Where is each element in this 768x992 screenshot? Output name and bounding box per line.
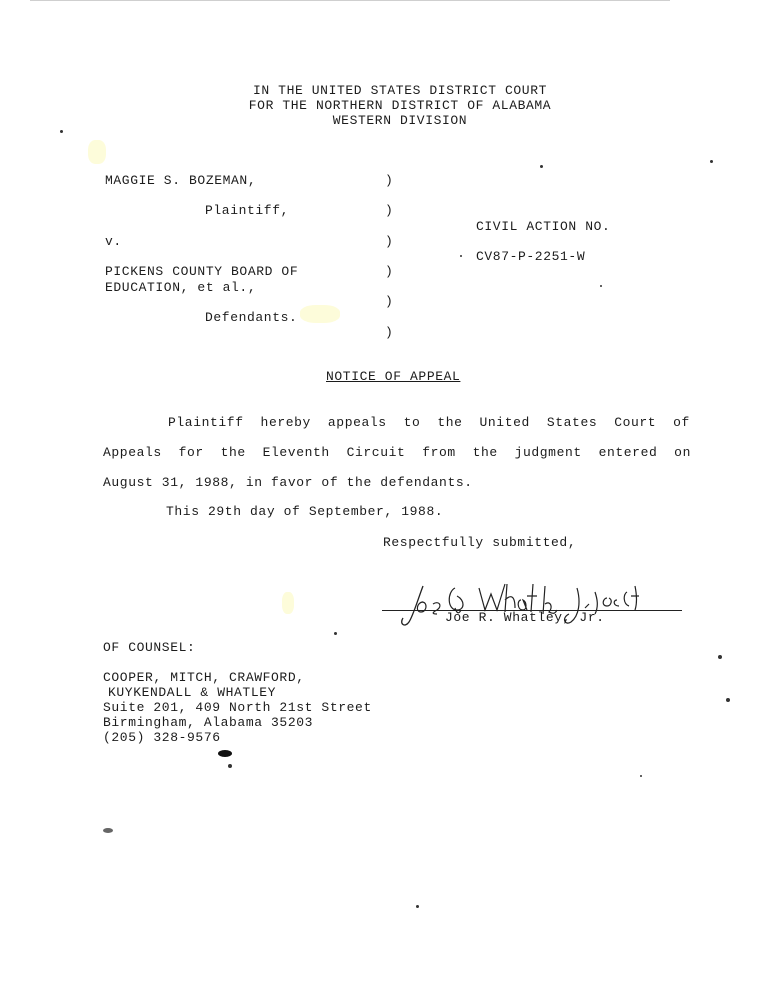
phone-number: (205) 328-9576 xyxy=(103,730,221,745)
plaintiff-name: MAGGIE S. BOZEMAN, xyxy=(105,173,257,188)
scan-speck xyxy=(334,632,337,635)
defendant-name-line-1: PICKENS COUNTY BOARD OF xyxy=(105,264,299,279)
body-line-2 xyxy=(103,445,691,460)
scan-speck xyxy=(228,764,232,768)
scan-speck xyxy=(718,655,722,659)
firm-line-2: KUYKENDALL & WHATLEY xyxy=(108,685,277,700)
body-word: the xyxy=(437,415,463,430)
caption-paren: ) xyxy=(385,325,394,340)
caption-paren: ) xyxy=(385,234,394,249)
body-word: Plaintiff xyxy=(168,415,244,430)
scan-speck xyxy=(218,750,232,757)
defendant-name-line-2: EDUCATION, et al., xyxy=(105,280,257,295)
scan-speck xyxy=(60,130,63,133)
body-word: from xyxy=(422,445,456,460)
scan-speck xyxy=(600,285,602,287)
body-line-1 xyxy=(168,415,690,430)
court-line-2: FOR THE NORTHERN DISTRICT OF ALABAMA xyxy=(248,98,552,113)
scan-top-edge xyxy=(30,0,670,1)
scan-speck xyxy=(416,905,419,908)
firm-line-1: COOPER, MITCH, CRAWFORD, xyxy=(103,670,305,685)
plaintiff-label: Plaintiff, xyxy=(205,203,290,218)
body-word: judgment xyxy=(514,445,582,460)
court-line-3: WESTERN DIVISION xyxy=(332,113,468,128)
body-word: Court xyxy=(614,415,657,430)
highlight-mark xyxy=(300,305,340,323)
body-word: the xyxy=(220,445,246,460)
signer-name: Joe R. Whatley, Jr. xyxy=(445,610,605,625)
scan-speck xyxy=(540,165,543,168)
highlight-mark xyxy=(282,592,294,614)
defendant-label: Defendants. xyxy=(205,310,298,325)
scan-speck xyxy=(710,160,713,163)
scan-speck xyxy=(640,775,642,777)
caption-paren: ) xyxy=(385,203,394,218)
body-word: Appeals xyxy=(103,445,162,460)
closing-line: Respectfully submitted, xyxy=(383,535,577,550)
body-word: States xyxy=(546,415,598,430)
versus-label: v. xyxy=(105,234,122,249)
highlight-mark xyxy=(88,140,106,164)
civil-action-label: CIVIL ACTION NO. xyxy=(476,219,611,234)
case-number: CV87-P-2251-W xyxy=(476,249,586,264)
court-line-1: IN THE UNITED STATES DISTRICT COURT xyxy=(252,83,548,98)
caption-paren: ) xyxy=(385,173,394,188)
body-word: Circuit xyxy=(346,445,406,460)
of-counsel-label: OF COUNSEL: xyxy=(103,640,196,655)
caption-paren: ) xyxy=(385,264,394,279)
body-word: to xyxy=(403,415,421,430)
body-line-3: August 31, 1988, in favor of the defendants. xyxy=(103,475,473,490)
body-word: on xyxy=(674,445,691,460)
scan-speck xyxy=(103,828,113,833)
address-line-2: Birmingham, Alabama 35203 xyxy=(103,715,314,730)
caption-paren: ) xyxy=(385,294,394,309)
body-word: United xyxy=(479,415,530,430)
date-line: This 29th day of September, 1988. xyxy=(166,504,444,519)
body-word: appeals xyxy=(327,415,387,430)
body-word: for xyxy=(178,445,204,460)
body-word: Eleventh xyxy=(262,445,330,460)
court-heading xyxy=(160,83,640,128)
address-line-1: Suite 201, 409 North 21st Street xyxy=(103,700,372,715)
body-word: hereby xyxy=(260,415,311,430)
scan-speck xyxy=(460,255,462,257)
body-word: the xyxy=(472,445,498,460)
scan-speck xyxy=(726,698,730,702)
body-word: of xyxy=(673,415,690,430)
body-word: entered xyxy=(598,445,658,460)
document-title: NOTICE OF APPEAL xyxy=(326,369,461,384)
